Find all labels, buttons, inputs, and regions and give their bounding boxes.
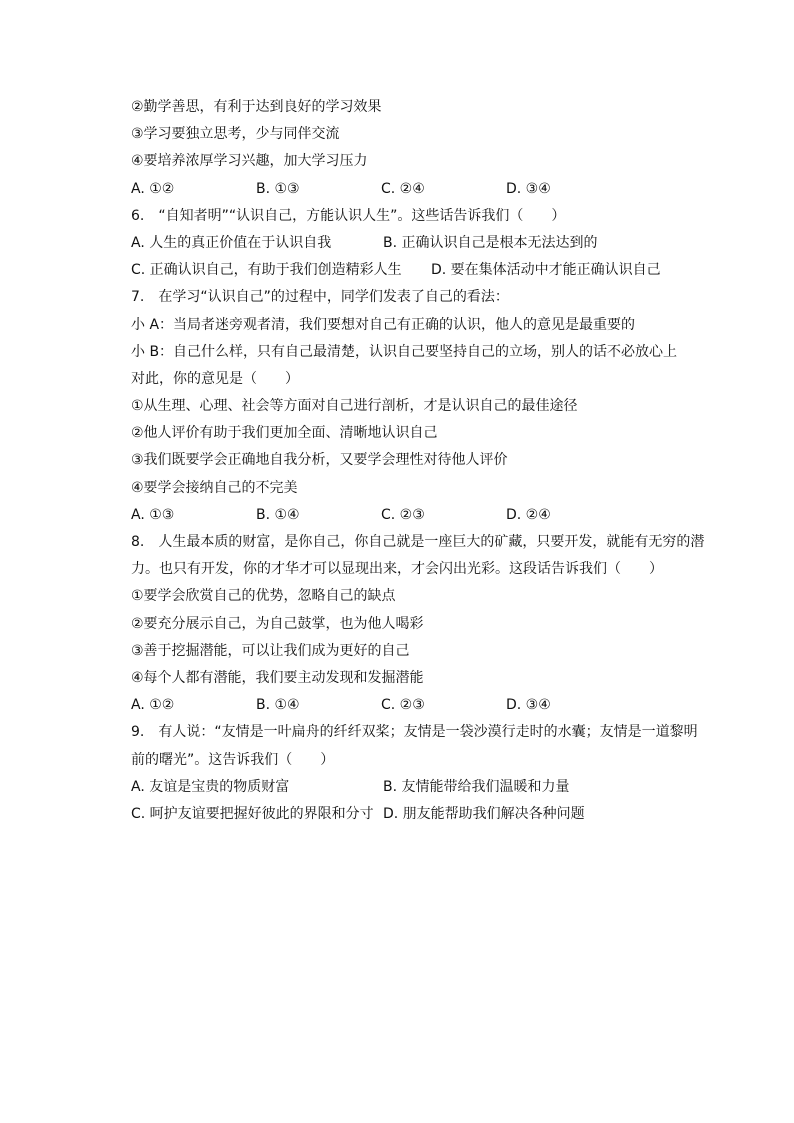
q6-options-row2	[131, 257, 711, 284]
q8-item-2: ②要充分展示自己，为自己鼓掌，也为他人喝彩	[131, 615, 424, 632]
q7-item-4: ④要学会接纳自己的不完美	[131, 479, 298, 496]
q7-item-2: ②他人评价有助于我们更加全面、清晰地认识自己	[131, 425, 438, 442]
q5-option-c: C. ②④	[381, 180, 425, 197]
q8-stem-line1: 8. 人生最本质的财富，是你自己，你自己就是一座巨大的矿藏，只要开发，就能有无穷的潜	[131, 534, 705, 550]
q7-option-d: D. ②④	[506, 506, 551, 523]
statement-2: ②勤学善思，有利于达到良好的学习效果	[131, 99, 382, 115]
q7-option-a: A. ①③	[131, 506, 175, 523]
q9-option-b: B. 友情能带给我们温暖和力量	[383, 778, 570, 795]
q8-option-b: B. ①④	[256, 697, 300, 714]
q9-stem-line2: 前的曙光”。这告诉我们（ ）	[131, 751, 335, 768]
q7-option-b: B. ①④	[256, 506, 300, 523]
q6-option-b: B. 正确认识自己是根本无法达到的	[383, 234, 598, 251]
q9-options-row1	[131, 774, 711, 801]
q8-stem-line2: 力。也只有开发，你的才华才可以显现出来，才会闪出光彩。这段话告诉我们（ ）	[131, 561, 663, 578]
q7-option-c: C. ②③	[381, 506, 425, 523]
q6-option-d: D. 要在集体活动中才能正确认识自己	[431, 262, 661, 279]
q8-option-d: D. ③④	[506, 697, 551, 714]
statement-3: ③学习要独立思考，少与同伴交流	[131, 126, 340, 143]
q7-line-b: 小 B：自己什么样，只有自己最清楚，认识自己要坚持自己的立场，别人的话不必放心上	[131, 343, 678, 360]
q8-option-a: A. ①②	[131, 697, 175, 714]
q5-options	[131, 176, 711, 203]
q6-option-c: C. 正确认识自己，有助于我们创造精彩人生	[131, 262, 402, 279]
q7-item-1: ①从生理、心理、社会等方面对自己进行剖析，才是认识自己的最佳途径	[131, 398, 578, 415]
q6-stem: 6. “自知者明”“认识自己，方能认识人生”。这些话告诉我们（ ）	[131, 207, 566, 224]
q7-options	[131, 502, 711, 529]
q7-stem: 7. 在学习“认识自己”的过程中，同学们发表了自己的看法：	[131, 289, 509, 306]
question-content	[131, 94, 711, 828]
q9-stem-line1: 9. 有人说：“友情是一叶扁舟的纤纤双桨；友情是一袋沙漠行走时的水囊；友情是一道黎明	[131, 724, 698, 741]
q8-item-1: ①要学会欣赏自己的优势，忽略自己的缺点	[131, 588, 396, 605]
q9-option-a: A. 友谊是宝贵的物质财富	[131, 778, 290, 795]
q5-option-b: B. ①③	[256, 180, 300, 197]
q6-option-a: A. 人生的真正价值在于认识自我	[131, 234, 332, 251]
q5-option-d: D. ③④	[506, 180, 551, 197]
q5-option-a: A. ①②	[131, 180, 175, 197]
q8-options	[131, 692, 711, 719]
q7-question: 对此，你的意见是（ ）	[131, 370, 299, 387]
q9-options-row2	[131, 801, 711, 828]
q8-option-c: C. ②③	[381, 697, 425, 714]
q9-option-c: C. 呵护友谊要把握好彼此的界限和分寸	[131, 805, 374, 822]
q8-item-3: ③善于挖掘潜能，可以让我们成为更好的自己	[131, 642, 410, 659]
q7-line-a: 小 A：当局者迷旁观者清，我们要想对自己有正确的认识，他人的意见是最重要的	[131, 316, 636, 333]
statement-4: ④要培养浓厚学习兴趣，加大学习压力	[131, 153, 368, 170]
q7-item-3: ③我们既要学会正确地自我分析，又要学会理性对待他人评价	[131, 452, 508, 469]
q9-option-d: D. 朋友能帮助我们解决各种问题	[383, 805, 585, 822]
q6-options-row1	[131, 230, 711, 257]
q8-item-4: ④每个人都有潜能，我们要主动发现和发掘潜能	[131, 669, 424, 686]
